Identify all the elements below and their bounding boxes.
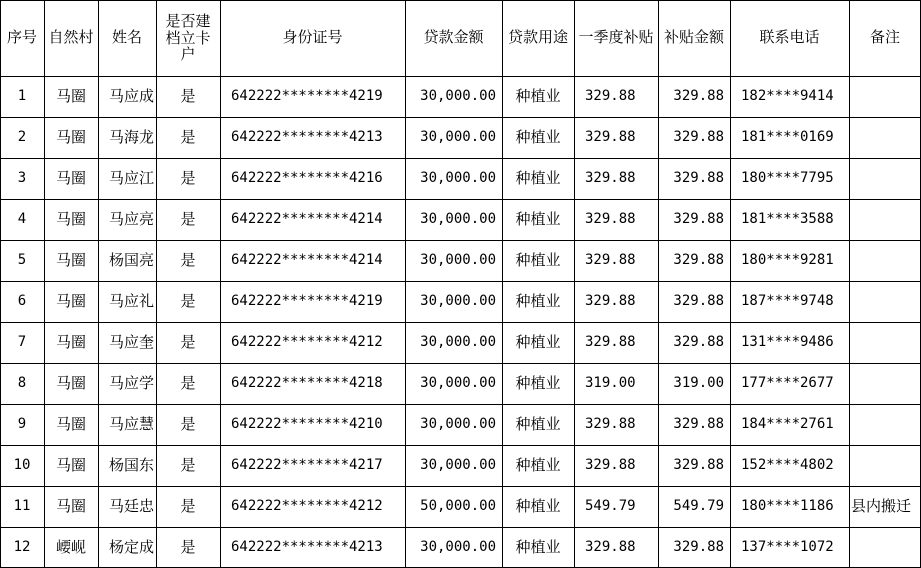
cell-remark	[849, 199, 921, 240]
cell-id-number: 642222********4217	[231, 457, 383, 474]
cell-id-number: 642222********4219	[231, 88, 383, 105]
grid-line-vertical	[658, 0, 659, 568]
cell-loan-amount: 30,000.00	[420, 334, 496, 351]
grid-line-horizontal	[0, 404, 921, 405]
cell-loan-amount: 30,000.00	[420, 88, 496, 105]
cell-q1-subsidy: 329.88	[585, 457, 636, 474]
cell-phone: 181****0169	[741, 129, 834, 146]
cell-poverty-flag: 是	[180, 537, 196, 556]
cell-poverty-flag: 是	[180, 127, 196, 146]
grid-line-vertical	[730, 0, 731, 568]
header-seq: 序号	[6, 28, 37, 47]
cell-loan-purpose: 种植业	[515, 250, 561, 269]
cell-village: 马圈	[55, 291, 86, 310]
cell-poverty-flag: 是	[180, 496, 196, 515]
grid-line-horizontal	[0, 158, 921, 159]
cell-subsidy-amount: 329.88	[673, 211, 724, 228]
cell-id-number: 642222********4216	[231, 170, 383, 187]
cell-seq: 5	[17, 252, 27, 269]
cell-subsidy-amount: 329.88	[673, 88, 724, 105]
cell-subsidy-amount: 329.88	[673, 334, 724, 351]
grid-line-horizontal	[0, 445, 921, 446]
cell-poverty-flag: 是	[180, 250, 196, 269]
cell-village: 马圈	[55, 168, 86, 187]
cell-name: 杨国东	[109, 455, 155, 474]
cell-subsidy-amount: 329.88	[673, 416, 724, 433]
grid-line-vertical	[44, 0, 45, 568]
grid-line-horizontal	[0, 322, 921, 323]
cell-remark	[849, 281, 921, 322]
cell-loan-purpose: 种植业	[515, 209, 561, 228]
cell-loan-amount: 30,000.00	[420, 211, 496, 228]
cell-id-number: 642222********4213	[231, 129, 383, 146]
cell-village: 马圈	[55, 332, 86, 351]
cell-remark	[849, 158, 921, 199]
grid-line-horizontal	[0, 363, 921, 364]
cell-q1-subsidy: 329.88	[585, 416, 636, 433]
cell-phone: 180****9281	[741, 252, 834, 269]
cell-remark	[849, 527, 921, 568]
cell-id-number: 642222********4214	[231, 211, 383, 228]
grid-line-vertical	[849, 0, 850, 568]
cell-q1-subsidy: 329.88	[585, 88, 636, 105]
cell-q1-subsidy: 329.88	[585, 129, 636, 146]
cell-loan-amount: 30,000.00	[420, 170, 496, 187]
cell-loan-purpose: 种植业	[515, 291, 561, 310]
cell-loan-amount: 30,000.00	[420, 457, 496, 474]
cell-loan-purpose: 种植业	[515, 168, 561, 187]
cell-phone: 180****1186	[741, 498, 834, 515]
cell-q1-subsidy: 329.88	[585, 252, 636, 269]
header-phone: 联系电话	[759, 28, 820, 47]
cell-village: 马圈	[55, 209, 86, 228]
cell-loan-purpose: 种植业	[515, 373, 561, 392]
cell-phone: 177****2677	[741, 375, 834, 392]
cell-phone: 182****9414	[741, 88, 834, 105]
cell-village: 马圈	[55, 250, 86, 269]
cell-q1-subsidy: 329.88	[585, 334, 636, 351]
cell-seq: 8	[17, 375, 27, 392]
cell-id-number: 642222********4213	[231, 539, 383, 556]
cell-name: 马应亮	[109, 209, 155, 228]
cell-poverty-flag: 是	[180, 86, 196, 105]
header-loan-amount: 贷款金额	[423, 28, 484, 47]
cell-subsidy-amount: 329.88	[673, 129, 724, 146]
cell-q1-subsidy: 329.88	[585, 211, 636, 228]
cell-phone: 187****9748	[741, 293, 834, 310]
cell-seq: 1	[17, 88, 27, 105]
header-name: 姓名	[111, 28, 142, 47]
cell-name: 马应奎	[109, 332, 155, 351]
grid-line-vertical	[156, 0, 157, 568]
cell-remark	[849, 404, 921, 445]
header-poverty-flag: 是否建档立卡户	[165, 11, 211, 64]
cell-loan-purpose: 种植业	[515, 496, 561, 515]
grid-line-vertical	[502, 0, 503, 568]
cell-poverty-flag: 是	[180, 455, 196, 474]
cell-remark	[849, 76, 921, 117]
cell-subsidy-amount: 319.00	[673, 375, 724, 392]
cell-phone: 131****9486	[741, 334, 834, 351]
cell-phone: 137****1072	[741, 539, 834, 556]
cell-phone: 180****7795	[741, 170, 834, 187]
cell-name: 马应学	[109, 373, 155, 392]
cell-loan-amount: 30,000.00	[420, 375, 496, 392]
cell-name: 马廷忠	[109, 496, 155, 515]
grid-line-horizontal	[0, 117, 921, 118]
cell-seq: 4	[17, 211, 27, 228]
grid-line-horizontal	[0, 199, 921, 200]
cell-phone: 152****4802	[741, 457, 834, 474]
cell-id-number: 642222********4212	[231, 498, 383, 515]
cell-name: 马应礼	[109, 291, 155, 310]
grid-line-vertical	[574, 0, 575, 568]
cell-q1-subsidy: 549.79	[585, 498, 636, 515]
cell-phone: 181****3588	[741, 211, 834, 228]
grid-line-horizontal	[0, 527, 921, 528]
cell-loan-purpose: 种植业	[515, 332, 561, 351]
cell-poverty-flag: 是	[180, 332, 196, 351]
cell-subsidy-amount: 329.88	[673, 539, 724, 556]
cell-seq: 12	[13, 539, 31, 556]
grid-line-vertical	[220, 0, 221, 568]
grid-line-vertical	[405, 0, 406, 568]
cell-q1-subsidy: 329.88	[585, 170, 636, 187]
cell-loan-purpose: 种植业	[515, 86, 561, 105]
cell-village: 马圈	[55, 127, 86, 146]
grid-line-vertical	[98, 0, 99, 568]
cell-loan-amount: 50,000.00	[420, 498, 496, 515]
cell-seq: 3	[17, 170, 27, 187]
cell-village: 马圈	[55, 373, 86, 392]
cell-subsidy-amount: 549.79	[673, 498, 724, 515]
cell-q1-subsidy: 329.88	[585, 293, 636, 310]
cell-loan-purpose: 种植业	[515, 414, 561, 433]
cell-q1-subsidy: 329.88	[585, 539, 636, 556]
cell-name: 马海龙	[109, 127, 155, 146]
cell-village: 马圈	[55, 455, 86, 474]
cell-loan-purpose: 种植业	[515, 537, 561, 556]
cell-loan-purpose: 种植业	[515, 127, 561, 146]
cell-loan-amount: 30,000.00	[420, 416, 496, 433]
cell-phone: 184****2761	[741, 416, 834, 433]
cell-remark	[849, 117, 921, 158]
grid-line-horizontal	[0, 281, 921, 282]
cell-seq: 10	[13, 457, 31, 474]
cell-village: 马圈	[55, 496, 86, 515]
cell-subsidy-amount: 329.88	[673, 293, 724, 310]
header-remark: 备注	[869, 28, 900, 47]
cell-name: 马应江	[109, 168, 155, 187]
cell-id-number: 642222********4212	[231, 334, 383, 351]
cell-name: 杨定成	[109, 537, 155, 556]
cell-poverty-flag: 是	[180, 414, 196, 433]
grid-line-horizontal	[0, 0, 921, 1]
cell-subsidy-amount: 329.88	[673, 170, 724, 187]
header-subsidy-amount: 补贴金额	[663, 28, 724, 47]
cell-name: 杨国亮	[109, 250, 155, 269]
cell-loan-amount: 30,000.00	[420, 129, 496, 146]
cell-subsidy-amount: 329.88	[673, 252, 724, 269]
cell-q1-subsidy: 319.00	[585, 375, 636, 392]
cell-seq: 11	[13, 498, 31, 515]
cell-seq: 9	[17, 416, 27, 433]
cell-remark	[849, 322, 921, 363]
cell-id-number: 642222********4210	[231, 416, 383, 433]
grid-line-horizontal	[0, 486, 921, 487]
grid-line-horizontal	[0, 76, 921, 77]
cell-name: 马应慧	[109, 414, 155, 433]
cell-poverty-flag: 是	[180, 373, 196, 392]
cell-seq: 6	[17, 293, 27, 310]
cell-seq: 7	[17, 334, 27, 351]
header-loan-purpose: 贷款用途	[507, 28, 568, 47]
header-village: 自然村	[48, 28, 94, 47]
grid-line-vertical	[0, 0, 1, 568]
cell-seq: 2	[17, 129, 27, 146]
cell-loan-amount: 30,000.00	[420, 539, 496, 556]
cell-village: 马圈	[55, 414, 86, 433]
header-q1-subsidy: 一季度补贴	[578, 28, 654, 47]
header-id-number: 身份证号	[282, 28, 343, 47]
cell-name: 马应成	[109, 86, 155, 105]
cell-id-number: 642222********4218	[231, 375, 383, 392]
cell-loan-amount: 30,000.00	[420, 252, 496, 269]
cell-loan-amount: 30,000.00	[420, 293, 496, 310]
cell-remark	[849, 363, 921, 404]
cell-subsidy-amount: 329.88	[673, 457, 724, 474]
cell-remark: 县内搬迁	[851, 496, 912, 515]
cell-id-number: 642222********4219	[231, 293, 383, 310]
cell-village: 崾岘	[55, 537, 86, 556]
cell-poverty-flag: 是	[180, 209, 196, 228]
cell-id-number: 642222********4214	[231, 252, 383, 269]
cell-loan-purpose: 种植业	[515, 455, 561, 474]
cell-poverty-flag: 是	[180, 168, 196, 187]
cell-remark	[849, 445, 921, 486]
cell-village: 马圈	[55, 86, 86, 105]
cell-poverty-flag: 是	[180, 291, 196, 310]
cell-remark	[849, 240, 921, 281]
grid-line-horizontal	[0, 240, 921, 241]
